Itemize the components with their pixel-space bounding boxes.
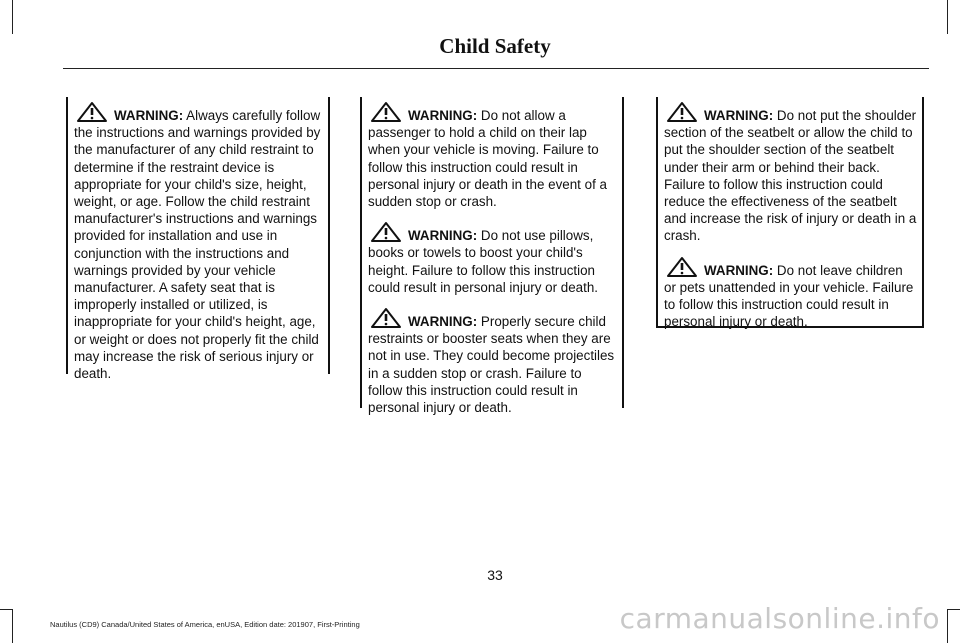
warning-block bbox=[368, 101, 618, 210]
warning-text: Do not leave children or pets unattended in your vehicle. Failure to follow this instruction could result in personal injury or death. bbox=[664, 262, 914, 330]
warning-block bbox=[368, 307, 618, 416]
warning-triangle-icon bbox=[666, 256, 698, 278]
warning-text: Do not put the shoulder section of the seatbelt or allow the child to put the shoulder section of the seatbelt under their arm or behind their back. Failure to follow this instruction could reduce the effectiveness of the seatbelt and increase the risk of injury or death in a crash. bbox=[664, 108, 917, 244]
crop-mark bbox=[0, 609, 12, 610]
warning-label: WARNING: bbox=[114, 108, 184, 123]
warning-text: Always carefully follow the instructions and warnings provided by the manufacturer of any child restraint to determine if the restraint device is appropriate for your child's size, height, weight, or age. Follow the child restraint manufacturer's instructions and warnings provided for installation and use in conjunction with the instructions and warnings provided by your vehicle manufacturer. A safety seat that is improperly installed or utilized, is inappropriate for your child's height, age, or weight or does not properly fit the child may increase the risk of serious injury or death. bbox=[74, 108, 321, 382]
warning-column-3 bbox=[656, 97, 924, 328]
page-title: Child Safety bbox=[439, 34, 551, 58]
crop-mark bbox=[947, 609, 960, 610]
warning-label: WARNING: bbox=[408, 228, 478, 244]
warning-triangle-icon bbox=[666, 101, 698, 123]
watermark: carmanualsonline.info bbox=[619, 602, 940, 635]
warning-triangle-icon bbox=[370, 307, 402, 329]
warning-triangle-icon bbox=[370, 101, 402, 123]
warning-triangle-icon bbox=[370, 221, 402, 243]
warning-block bbox=[368, 221, 618, 296]
warning-block bbox=[664, 101, 918, 245]
warning-text: Do not use pillows, books or towels to boost your child's height. Failure to follow this instruction could result in personal injury or death. bbox=[368, 228, 599, 295]
crop-mark bbox=[947, 609, 948, 643]
warning-text: Properly secure child restraints or booster seats when they are not in use. They could become projectiles in a sudden stop or crash. Failure to follow this instruction could result in personal injury or death. bbox=[368, 314, 615, 416]
warning-column-1 bbox=[66, 97, 330, 382]
warning-label: WARNING: bbox=[704, 108, 774, 123]
warning-label: WARNING: bbox=[408, 108, 478, 123]
edition-footer: Nautilus (CD9) Canada/United States of America, enUSA, Edition date: 201907, First-Printing bbox=[50, 620, 360, 629]
crop-mark bbox=[947, 0, 948, 34]
warning-block bbox=[664, 256, 918, 331]
title-divider bbox=[63, 68, 929, 69]
warning-triangle-icon bbox=[76, 101, 108, 123]
crop-mark bbox=[12, 609, 13, 643]
page-number: 33 bbox=[487, 567, 503, 583]
warning-label: WARNING: bbox=[408, 314, 478, 330]
warning-label: WARNING: bbox=[704, 262, 774, 278]
warning-column-2 bbox=[360, 97, 624, 416]
warning-text: Do not allow a passenger to hold a child on their lap when your vehicle is moving. Failure to follow this instruction could result in personal injury or death in the event of a sudden stop or crash. bbox=[368, 108, 607, 210]
crop-mark bbox=[12, 0, 13, 34]
warning-block bbox=[74, 101, 324, 382]
